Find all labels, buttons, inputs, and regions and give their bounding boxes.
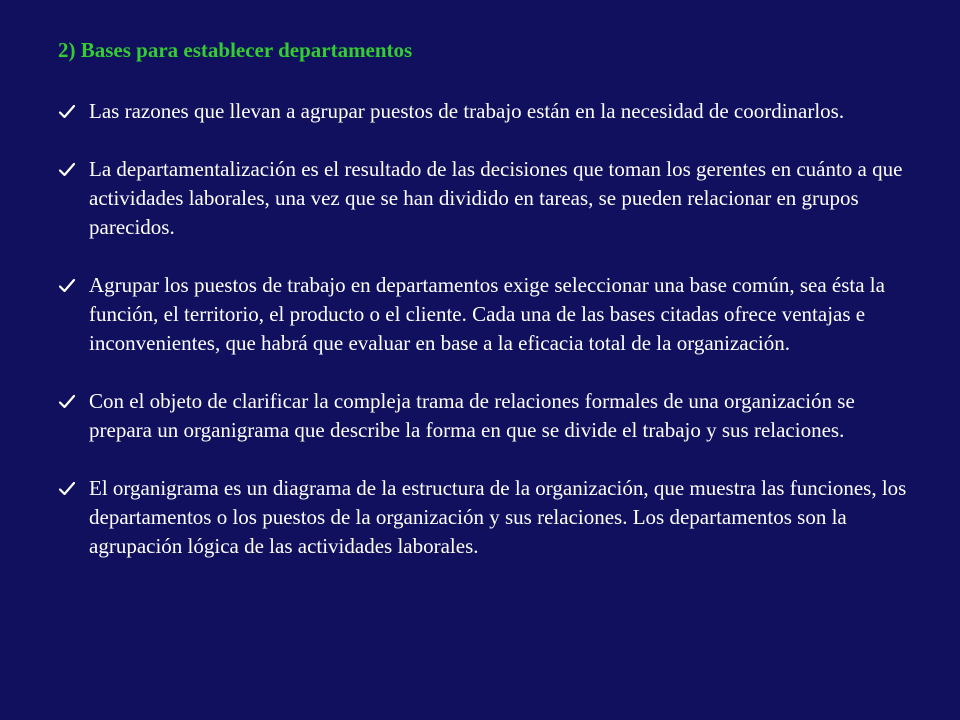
bullet-item [58, 155, 918, 242]
bullet-item [58, 387, 918, 445]
bullet-text: La departamentalización es el resultado de las decisiones que toman los gerentes en cuánto a que actividades laborales, una vez que se han dividido en tareas, se pueden relacionar en grupos parecidos. [89, 157, 903, 239]
bullet-item [58, 271, 918, 358]
check-icon [58, 393, 76, 411]
check-icon [58, 103, 76, 121]
check-icon [58, 277, 76, 295]
bullet-text: Agrupar los puestos de trabajo en departamentos exige seleccionar una base común, sea ésta la función, el territorio, el producto o el cliente. Cada una de las bases citadas ofrece ventajas e inconvenientes, que habrá que evaluar en base a la eficacia total de la organización. [89, 273, 885, 355]
check-icon [58, 161, 76, 179]
slide-title: 2) Bases para establecer departamentos [58, 38, 413, 62]
bullet-text: Con el objeto de clarificar la compleja trama de relaciones formales de una organización se prepara un organigrama que describe la forma en que se divide el trabajo y sus relaciones. [89, 389, 855, 442]
bullet-item [58, 97, 918, 126]
check-icon [58, 480, 76, 498]
bullet-item [58, 474, 918, 561]
bullet-list [58, 97, 918, 590]
bullet-text: El organigrama es un diagrama de la estructura de la organización, que muestra las funciones, los departamentos o los puestos de la organización y sus relaciones. Los departamentos son la agrupación lógica de las actividades laborales. [89, 476, 907, 558]
bullet-text: Las razones que llevan a agrupar puestos de trabajo están en la necesidad de coordinarlos. [89, 99, 845, 123]
